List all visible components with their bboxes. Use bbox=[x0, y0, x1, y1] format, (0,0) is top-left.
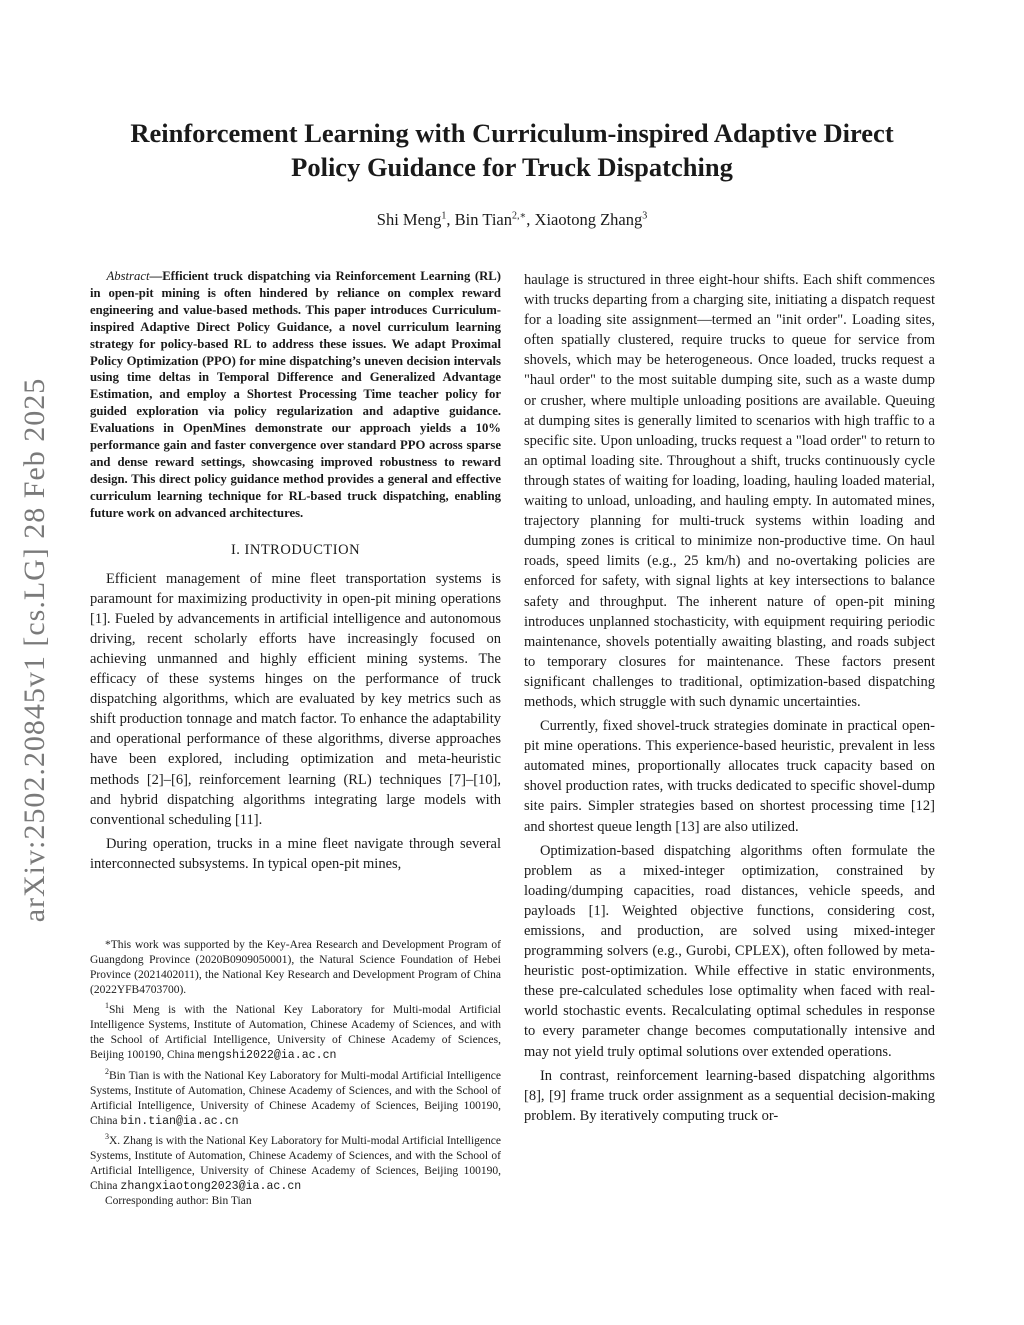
email-3: zhangxiaotong2023@ia.ac.cn bbox=[120, 1179, 302, 1193]
abstract-label: Abstract bbox=[106, 269, 150, 283]
abstract bbox=[90, 268, 501, 522]
right-paragraph-3: Optimization-based dispatching algorithms often formulate the problem as a mixed-integer optimization, constrained by loading/dumping capacities, road distances, vehicle speeds, and payloads [1]. Weighted objective functions, considering cost, emissions, and production, are solved using mixed-integer programming solvers (e.g., Gurobi, CPLEX), often followed by meta-heuristic post-optimization. While effective in static environments, these pre-calculated schedules lose optimality when faced with real-world stochastic events. Recalculating optimal schedules in response to every parameter change becomes computationally intensive and may not yield truly optimal solutions over extended operations. bbox=[524, 842, 935, 1060]
footnote-1-text: Shi Meng is with the National Key Laboratory for Multi-modal Artificial Intelligence Systems, Institute of Automation, Chinese Academy of Sciences, and with the School of Artificial Intelligence, University of Chinese Academy of Sciences, Beijing 100190, China bbox=[90, 1004, 501, 1062]
footnote-1-marker: 1 bbox=[104, 1001, 109, 1011]
section-heading-introduction: I. INTRODUCTION bbox=[230, 541, 361, 558]
footnote-funding-text: This work was supported by the Key-Area Research and Development Program of Guangdong Province (2020B0909050001), the Natural Science Foundation of Hebei Province (2021402011), the National Key Research and Development Program of China (2022YFB4703700). bbox=[90, 939, 501, 997]
arxiv-identifier bbox=[10, 355, 60, 945]
author-separator: , bbox=[446, 210, 455, 229]
footnote-2-marker: 2 bbox=[104, 1066, 109, 1076]
right-column bbox=[524, 270, 935, 1126]
abstract-dash: — bbox=[149, 269, 163, 283]
author-2-affil: 2,∗ bbox=[511, 210, 527, 222]
author-1-affil: 1 bbox=[441, 210, 447, 222]
author-list bbox=[100, 210, 924, 230]
footnotes bbox=[90, 938, 501, 1209]
email-1: mengshi2022@ia.ac.cn bbox=[197, 1049, 337, 1063]
footnote-corresponding: Corresponding author: Bin Tian bbox=[104, 1194, 252, 1207]
left-column bbox=[90, 268, 501, 874]
author-3-affil: 3 bbox=[642, 210, 648, 222]
arxiv-stamp-text: arXiv:2502.20845v1 [cs.LG] 28 Feb 2025 bbox=[18, 377, 51, 923]
footnote-2-text: Bin Tian is with the National Key Laboratory for Multi-modal Artificial Intelligence Systems, Institute of Automation, Chinese Academy of Sciences, and with the School of Artificial Intelligence, University of Chinese Academy of Sciences, Beijing 100190, China bbox=[90, 1069, 501, 1127]
author-2: Bin Tian bbox=[454, 210, 512, 229]
footnote-3-marker: 3 bbox=[104, 1131, 109, 1141]
right-paragraph-1: haulage is structured in three eight-hour shifts. Each shift commences with trucks departing from a charging site, initiating a dispatch request for a loading site assignment—termed an "init order". Loading sites, often spatially clustered, require trucks to queue for service from shovels, which may be heterogeneous. Once loaded, trucks request a "haul order" to the most suitable dumping site, such as a waste dump or crusher, where multiple unloading positions are available. Queuing at dumping sites is generally limited to scenarios with high traffic to a specific site. Upon unloading, trucks request a "load order" to return to an optimal loading site. Throughout a shift, trucks continuously cycle through states of waiting for loading, loading, hauling loaded material, waiting to unload, unloading, and hauling empty. In automated mines, trajectory planning for multi-truck systems within loading and dumping zones is critical to minimize non-productive time. On haul roads, speed limits (e.g., 25 km/h) and no-overtaking policies are enforced for safety, with signal lights at key intersections to balance safety and throughput. The inherent nature of open-pit mining introduces unplanned stochasticity, with equipment requiring periodic maintenance, shovels potentially awaiting blasting, and roads subject to temporary closures for maintenance. These factors present significant challenges to traditional, optimization-based dispatching methods, which struggle with such dynamic uncertainties. bbox=[524, 272, 935, 710]
footnote-affiliation-2 bbox=[90, 1064, 501, 1129]
email-2: bin.tian@ia.ac.cn bbox=[120, 1114, 239, 1128]
right-paragraph-2: Currently, fixed shovel-truck strategies dominate in practical open-pit mine operations. This experience-based heuristic, prevalent in less automated mines, proportionally allocates truck capacity based on shovel production rates, with trucks dedicated to specific shovel-dump site pairs. Simpler strategies based on shortest processing time [12] and shortest queue length [13] are also utilized. bbox=[524, 718, 935, 835]
intro-paragraph-1: Efficient management of mine fleet transportation systems is paramount for maximizing productivity in open-pit mining operations [1]. Fueled by advancements in artificial intelligence and autonomous driving, recent scholarly efforts have increasingly focused on achieving unmanned and highly efficient mining systems. The efficacy of these systems hinges on the performance of truck dispatching algorithms, which are evaluated by key metrics such as shift production tonnage and match factor. To enhance the adaptability and operational performance of these algorithms, diverse approaches have been explored, including optimization and meta-heuristic methods [2]–[6], reinforcement learning (RL) techniques [7]–[10], and hybrid dispatching algorithms integrating large models with conventional scheduling [11]. bbox=[90, 570, 501, 828]
footnote-3-text: X. Zhang is with the National Key Laboratory for Multi-modal Artificial Intelligence Systems, Institute of Automation, Chinese Academy of Sciences, and with the School of Artificial Intelligence, University of Chinese Academy of Sciences, Beijing 100190, China bbox=[90, 1134, 501, 1192]
intro-paragraph-2: During operation, trucks in a mine fleet navigate through several interconnected subsystems. In typical open-pit mines, bbox=[90, 835, 501, 872]
abstract-text: Efficient truck dispatching via Reinforcement Learning (RL) in open-pit mining is often hindered by reliance on complex reward engineering and value-based methods. This paper introduces Curriculum-inspired Adaptive Direct Policy Guidance, a novel curriculum learning strategy for policy-based RL to address these issues. We adapt Proximal Policy Optimization (PPO) for mine dispatching’s uneven decision intervals using time deltas in Temporal Difference and Generalized Advantage Estimation, and employ a Shortest Processing Time teacher policy for guided exploration via policy regularization and adaptive guidance. Evaluations in OpenMines demonstrate our approach yields a 10% performance gain and faster convergence over standard PPO across sparse and dense reward settings, showcasing improved robustness to reward design. This direct policy guidance method provides a general and effective curriculum learning technique for RL-based truck dispatching, enabling future work on advanced architectures. bbox=[90, 269, 501, 520]
right-paragraph-4: In contrast, reinforcement learning-based dispatching algorithms [8], [9] frame truck order assignment as a sequential decision-making problem. By iteratively computing truck or- bbox=[524, 1067, 935, 1124]
footnote-affiliation-1 bbox=[90, 998, 501, 1063]
paper-title: Reinforcement Learning with Curriculum-inspired Adaptive Direct Policy Guidance for Truck Dispatching bbox=[130, 118, 894, 182]
author-separator: , bbox=[526, 210, 535, 229]
footnote-funding bbox=[90, 938, 501, 998]
footnote-funding-marker: * bbox=[104, 939, 111, 951]
author-1: Shi Meng bbox=[376, 210, 442, 229]
footnote-affiliation-3 bbox=[90, 1129, 501, 1194]
author-3: Xiaotong Zhang bbox=[534, 210, 643, 229]
